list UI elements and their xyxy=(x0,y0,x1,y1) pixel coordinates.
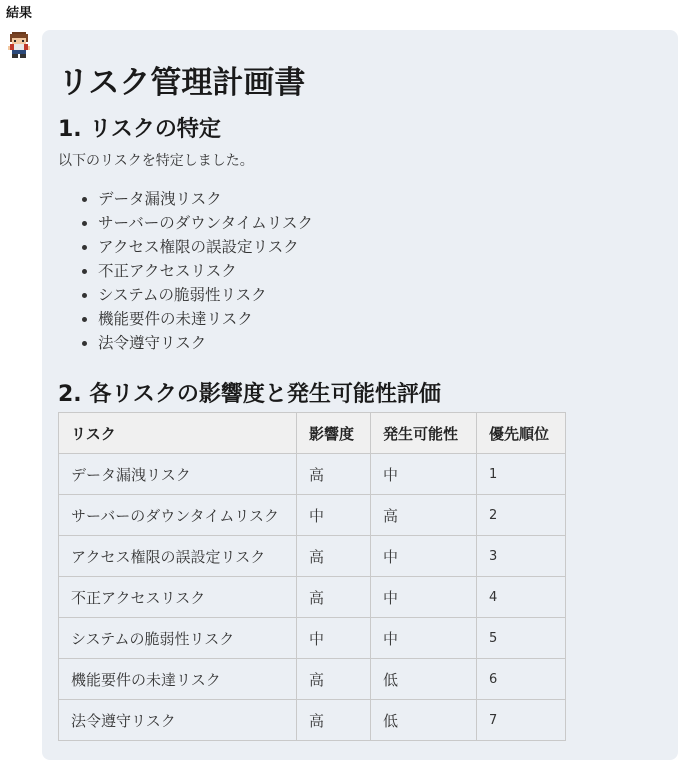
table-cell: 中 xyxy=(371,454,477,495)
table-row xyxy=(59,659,566,700)
section2-heading: 2. 各リスクの影響度と発生可能性評価 xyxy=(58,382,441,407)
table-cell: システムの脆弱性リスク xyxy=(59,618,297,659)
list-item: • データ漏洩リスク xyxy=(98,187,313,211)
list-item: • アクセス権限の誤設定リスク xyxy=(98,235,313,259)
risk-list xyxy=(58,187,313,355)
section1-intro: 以下のリスクを特定しました。 xyxy=(58,153,254,169)
table-cell: 機能要件の未達リスク xyxy=(59,659,297,700)
list-item: • 法令遵守リスク xyxy=(98,331,313,355)
table-row xyxy=(59,618,566,659)
table-cell: 7 xyxy=(477,700,566,741)
table-row xyxy=(59,454,566,495)
column-header: 優先順位 xyxy=(477,413,566,454)
list-item: • システムの脆弱性リスク xyxy=(98,283,313,307)
table-cell: データ漏洩リスク xyxy=(59,454,297,495)
section1-heading: 1. リスクの特定 xyxy=(58,117,221,142)
table-cell: アクセス権限の誤設定リスク xyxy=(59,536,297,577)
table-row xyxy=(59,700,566,741)
table-cell: 2 xyxy=(477,495,566,536)
table-cell: 高 xyxy=(297,454,371,495)
table-cell: 中 xyxy=(371,618,477,659)
table-cell: 4 xyxy=(477,577,566,618)
table-cell: 中 xyxy=(371,536,477,577)
table-row xyxy=(59,536,566,577)
table-cell: 6 xyxy=(477,659,566,700)
table-cell: 1 xyxy=(477,454,566,495)
list-item: • サーバーのダウンタイムリスク xyxy=(98,211,313,235)
column-header: 発生可能性 xyxy=(371,413,477,454)
table-cell: 不正アクセスリスク xyxy=(59,577,297,618)
table-cell: 低 xyxy=(371,659,477,700)
table-header-row xyxy=(59,413,566,454)
list-item: • 機能要件の未達リスク xyxy=(98,307,313,331)
table-cell: 中 xyxy=(371,577,477,618)
table-cell: 低 xyxy=(371,700,477,741)
table-cell: 高 xyxy=(297,700,371,741)
table-cell: 3 xyxy=(477,536,566,577)
table-cell: 中 xyxy=(297,495,371,536)
document-title: リスク管理計画書 xyxy=(58,65,306,101)
table-cell: 高 xyxy=(371,495,477,536)
pixel-character-avatar-icon xyxy=(6,32,32,58)
result-label: 結果 xyxy=(6,6,33,21)
list-item: • 不正アクセスリスク xyxy=(98,259,313,283)
table-cell: 高 xyxy=(297,536,371,577)
risk-evaluation-table xyxy=(58,412,566,741)
table-cell: 5 xyxy=(477,618,566,659)
column-header: 影響度 xyxy=(297,413,371,454)
table-cell: サーバーのダウンタイムリスク xyxy=(59,495,297,536)
table-cell: 法令遵守リスク xyxy=(59,700,297,741)
table-row xyxy=(59,495,566,536)
table-cell: 高 xyxy=(297,577,371,618)
table-cell: 中 xyxy=(297,618,371,659)
table-row xyxy=(59,577,566,618)
column-header: リスク xyxy=(59,413,297,454)
table-cell: 高 xyxy=(297,659,371,700)
